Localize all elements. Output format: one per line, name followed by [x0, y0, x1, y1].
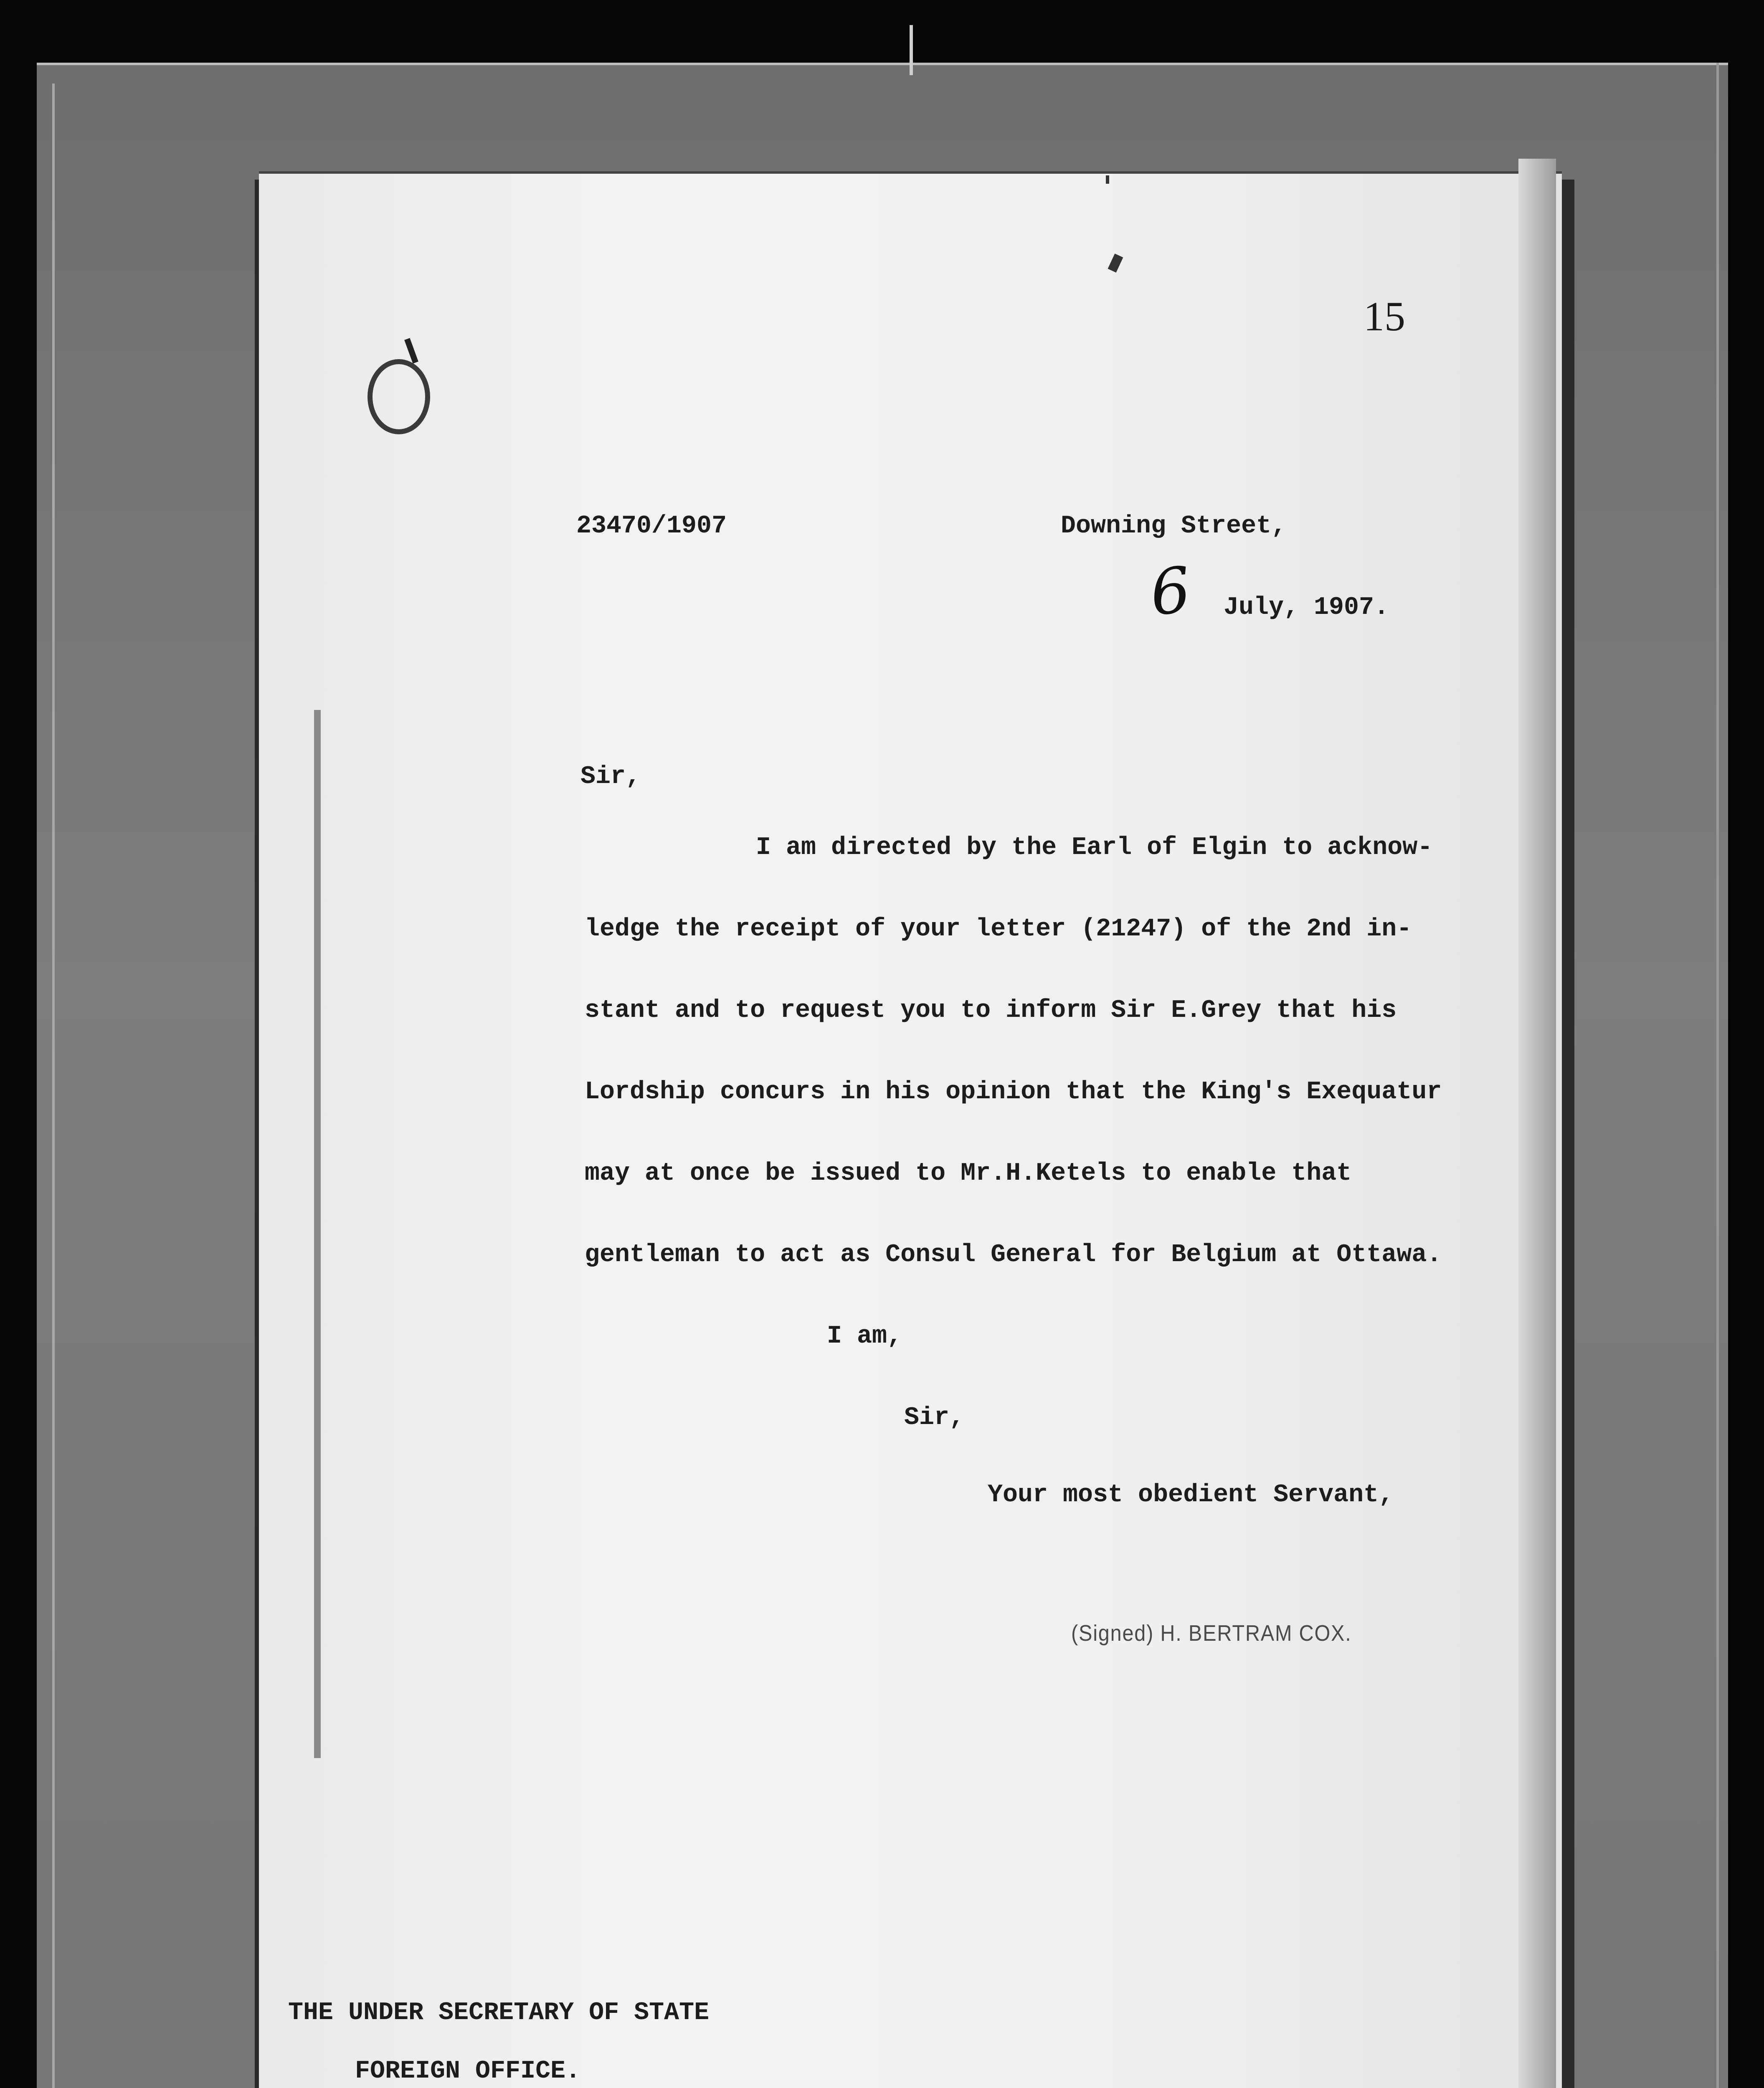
recipient-line-1: THE UNDER SECRETARY OF STATE: [288, 1999, 710, 2027]
file-reference: 23470/1907: [576, 512, 727, 540]
sender-address: Downing Street,: [1061, 512, 1287, 540]
mount-tick-mark: [910, 25, 913, 75]
letter-page: [259, 171, 1562, 2088]
punch-hole-ring: [368, 359, 430, 434]
page-number: 15: [1364, 293, 1405, 340]
recipient-line-2: FOREIGN OFFICE.: [355, 2057, 581, 2085]
closing-servant: Your most obedient Servant,: [988, 1481, 1394, 1509]
paper-right-edge: [1518, 159, 1556, 2088]
mount-top-rule: [37, 63, 1728, 65]
ink-speck: [1106, 175, 1109, 184]
signature-stamp: (Signed) H. BERTRAM COX.: [1071, 1621, 1352, 1646]
mount-left-edge: [52, 84, 55, 2088]
letter-date: July, 1907.: [1224, 593, 1389, 622]
paper-top-edge: [259, 171, 1562, 174]
handwritten-day: 6: [1147, 553, 1194, 630]
body-line: ledge the receipt of your letter (21247) of the 2nd in-: [585, 915, 1412, 943]
body-line: I am directed by the Earl of Elgin to acknow-: [756, 834, 1433, 862]
salutation: Sir,: [580, 763, 641, 791]
closing-sir: Sir,: [904, 1404, 965, 1432]
margin-binding-mark: [314, 710, 321, 1758]
closing-i-am: I am,: [827, 1322, 902, 1351]
body-line: Lordship concurs in his opinion that the King's Exequatur: [585, 1078, 1442, 1106]
body-line: gentleman to act as Consul General for Belgium at Ottawa.: [585, 1241, 1442, 1269]
body-line: may at once be issued to Mr.H.Ketels to enable that: [585, 1159, 1352, 1188]
body-line: stant and to request you to inform Sir E.Grey that his: [585, 996, 1397, 1025]
mount-right-edge: [1716, 63, 1719, 2088]
